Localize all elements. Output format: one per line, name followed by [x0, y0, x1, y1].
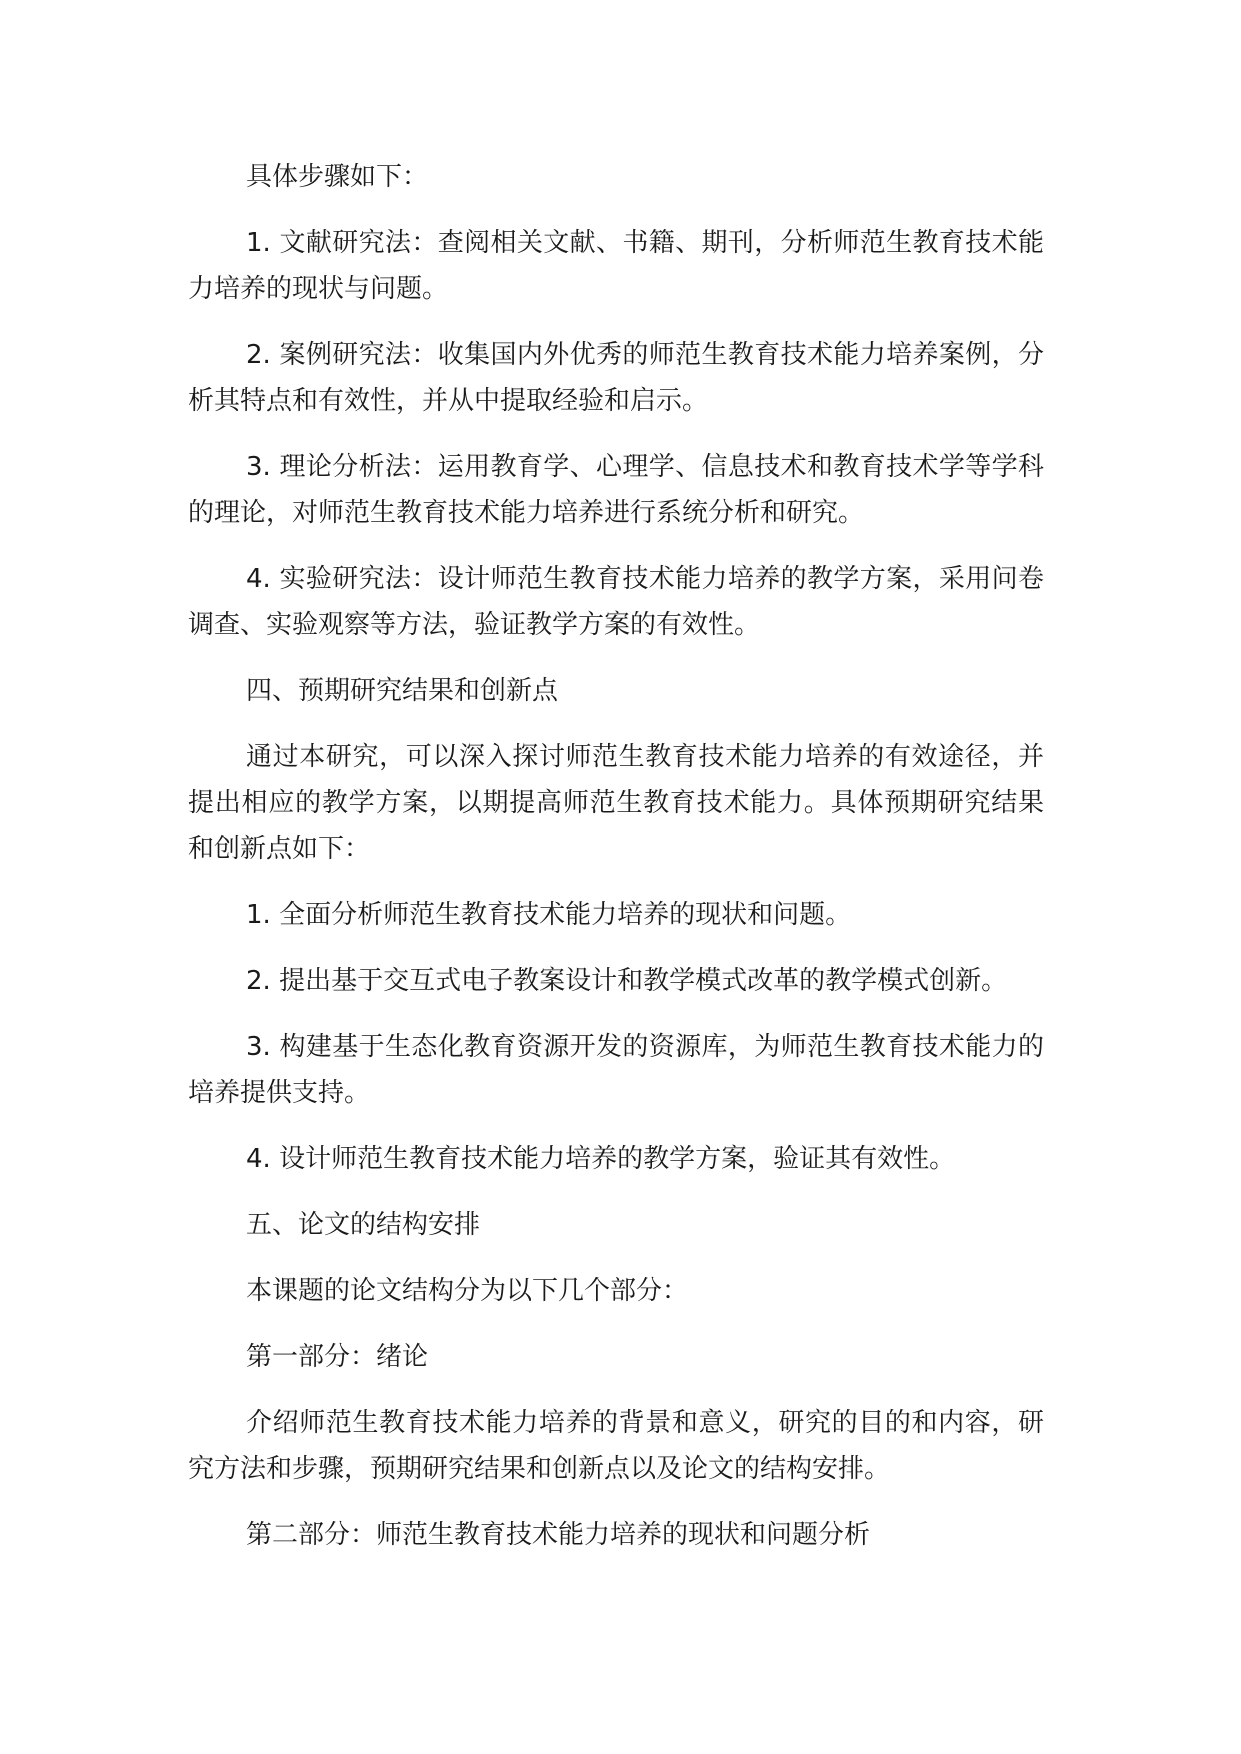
paragraph-result-4: 4. 设计师范生教育技术能力培养的教学方案，验证其有效性。	[246, 1144, 956, 1174]
part-heading-2: 第二部分：师范生教育技术能力培养的现状和问题分析	[246, 1520, 871, 1550]
paragraph-method-theory: 3. 理论分析法：运用教育学、心理学、信息技术和教育技术学等学科的理论，对师范生教育技术能力培养进行系统分析和研究。	[188, 452, 1044, 528]
paragraph-result-1: 1. 全面分析师范生教育技术能力培养的现状和问题。	[246, 900, 852, 930]
paragraph-method-experiment: 4. 实验研究法：设计师范生教育技术能力培养的教学方案，采用问卷调查、实验观察等方法，验证教学方案的有效性。	[188, 564, 1044, 640]
paragraph-expected-intro: 通过本研究，可以深入探讨师范生教育技术能力培养的有效途径，并提出相应的教学方案，以期提高师范生教育技术能力。具体预期研究结果和创新点如下：	[188, 742, 1044, 864]
paragraph-steps-intro: 具体步骤如下：	[246, 162, 429, 192]
paragraph-result-2: 2. 提出基于交互式电子教案设计和教学模式改革的教学模式创新。	[246, 966, 1008, 996]
paragraph-result-3: 3. 构建基于生态化教育资源开发的资源库，为师范生教育技术能力的培养提供支持。	[188, 1032, 1044, 1108]
paragraph-structure-intro: 本课题的论文结构分为以下几个部分：	[246, 1276, 689, 1306]
section-heading-structure: 五、论文的结构安排	[246, 1210, 481, 1240]
paragraph-part-1-desc: 介绍师范生教育技术能力培养的背景和意义，研究的目的和内容，研究方法和步骤，预期研究结果和创新点以及论文的结构安排。	[188, 1408, 1044, 1484]
section-heading-expected-results: 四、预期研究结果和创新点	[246, 676, 559, 706]
paragraph-method-literature: 1. 文献研究法：查阅相关文献、书籍、期刊，分析师范生教育技术能力培养的现状与问题。	[188, 228, 1044, 304]
part-heading-1: 第一部分：绪论	[246, 1342, 429, 1372]
document-body	[188, 154, 1044, 1578]
paragraph-method-case: 2. 案例研究法：收集国内外优秀的师范生教育技术能力培养案例，分析其特点和有效性，并从中提取经验和启示。	[188, 340, 1044, 416]
